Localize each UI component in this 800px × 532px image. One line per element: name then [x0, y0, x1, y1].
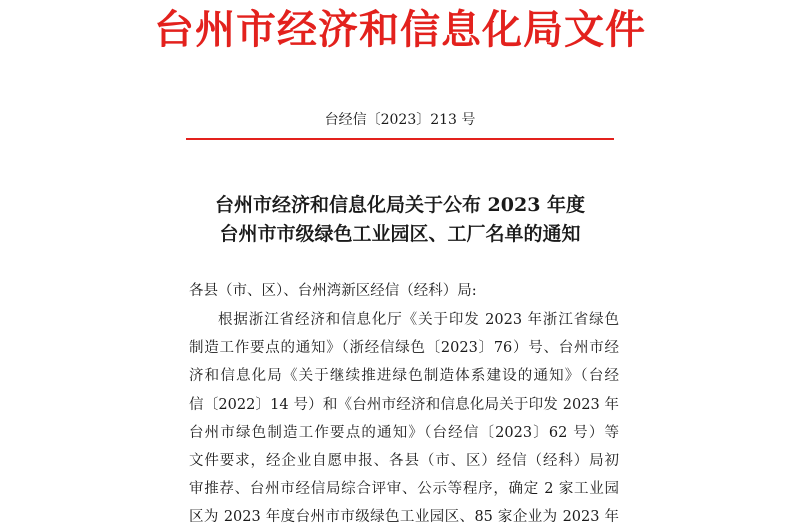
body-line: 审推荐、台州市经信局综合评审、公示等程序，确定 2 家工业园	[189, 481, 619, 498]
body-paragraph	[189, 306, 619, 532]
body-line: 文件要求，经企业自愿申报、各县（市、区）经信（经科）局初	[189, 452, 619, 469]
recipient-line: 各县（市、区）、台州湾新区经信（经科）局:	[189, 283, 477, 299]
body-line: 台州市绿色制造工作要点的通知》（台经信〔2023〕62 号）等	[189, 424, 619, 441]
notice-title-line-2: 台州市市级绿色工业园区、工厂名单的通知	[219, 223, 581, 245]
body-line: 区为 2023 年度台州市市级绿色工业园区、85 家企业为 2023 年	[189, 509, 619, 526]
body-line: 信〔2022〕14 号）和《台州市经济和信息化局关于印发 2023 年	[189, 396, 619, 413]
notice-title	[0, 191, 800, 249]
document-number: 台经信〔2023〕213 号	[324, 112, 476, 128]
body-line: 制造工作要点的通知》（浙经信绿色〔2023〕76）号、台州市经	[189, 340, 619, 357]
body-line: 根据浙江省经济和信息化厅《关于印发 2023 年浙江省绿色	[218, 312, 619, 328]
body-line: 济和信息化局《关于继续推进绿色制造体系建设的通知》（台经	[189, 368, 619, 385]
notice-title-line-1: 台州市经济和信息化局关于公布 2023 年度	[214, 194, 586, 216]
document-header-title: 台州市经济和信息化局文件	[154, 7, 646, 53]
red-divider-line	[186, 138, 614, 140]
